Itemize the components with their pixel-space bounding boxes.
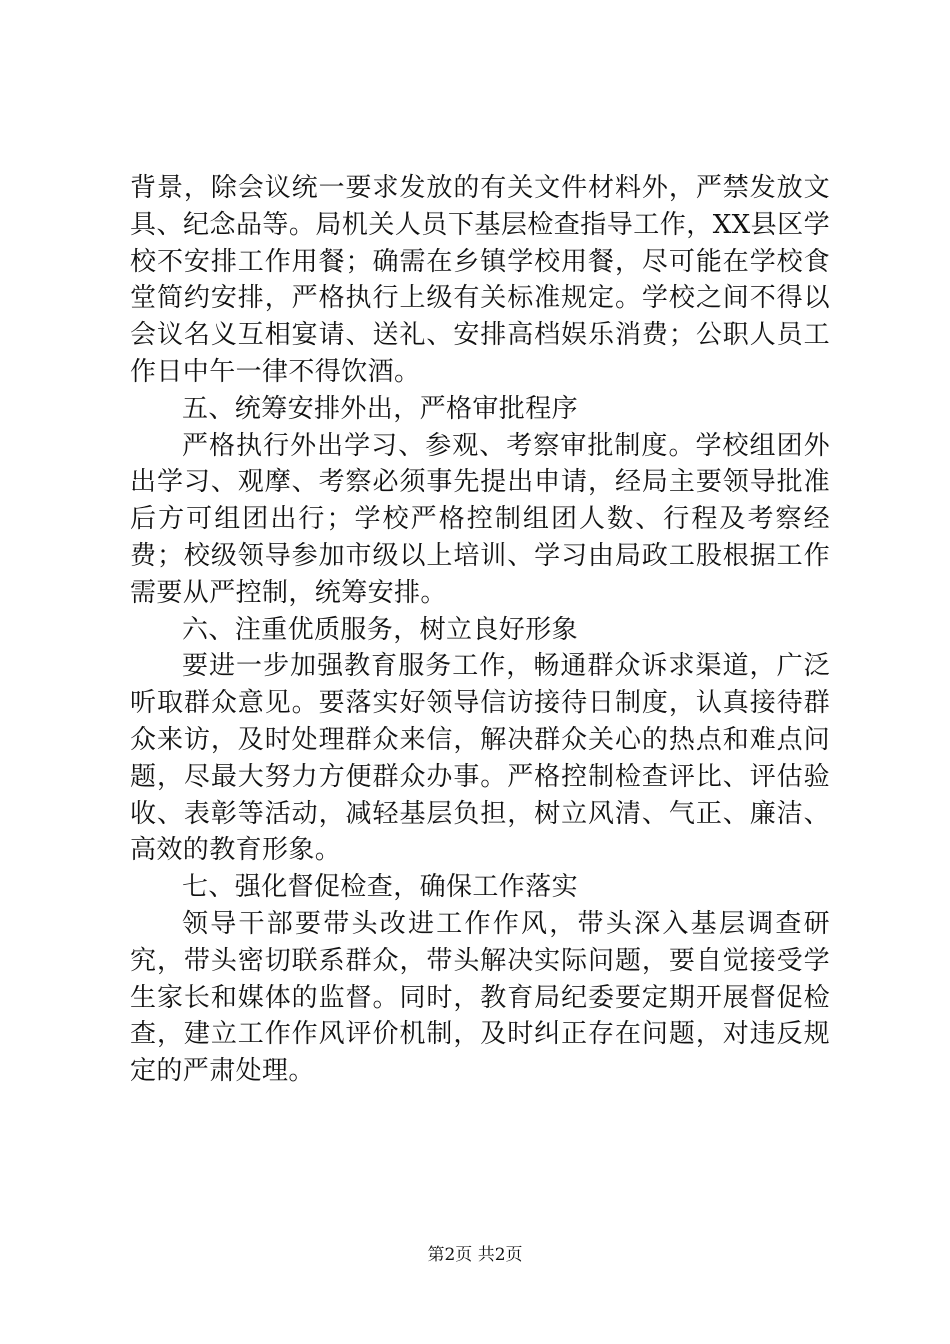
paragraph-section-6: 要进一步加强教育服务工作，畅通群众诉求渠道，广泛听取群众意见。要落实好领导信访接待日制度，认真接待群众来访，及时处理群众来信，解决群众关心的热点和难点问题，尽最大努力方便群众办事。严格控制检查评比、评估验收、表彰等活动，减轻基层负担，树立风清、气正、廉洁、高效的教育形象。 bbox=[130, 651, 830, 866]
page-number-footer: 第2页 共2页 bbox=[427, 1245, 523, 1265]
paragraph-section-7: 领导干部要带头改进工作作风，带头深入基层调查研究，带头密切联系群众，带头解决实际问题，要自觉接受学生家长和媒体的监督。同时，教育局纪委要定期开展督促检查，建立工作作风评价机制，及时纠正存在问题，对违反规定的严肃处理。 bbox=[130, 908, 830, 1087]
section-heading-6: 六、注重优质服务，树立良好形象 bbox=[182, 614, 579, 645]
paragraph-continued: 背景，除会议统一要求发放的有关文件材料外，严禁发放文具、纪念品等。局机关人员下基层检查指导工作，XX县区学校不安排工作用餐；确需在乡镇学校用餐，尽可能在学校食堂简约安排，严格执行上级有关标准规定。学校之间不得以会议名义互相宴请、送礼、安排高档娱乐消费；公职人员工作日中午一律不得饮酒。 bbox=[130, 173, 830, 387]
section-heading-7: 七、强化督促检查，确保工作落实 bbox=[182, 872, 579, 903]
document-body bbox=[130, 170, 830, 1090]
section-heading-5: 五、统筹安排外出，严格审批程序 bbox=[182, 393, 579, 424]
paragraph-section-5: 严格执行外出学习、参观、考察审批制度。学校组团外出学习、观摩、考察必须事先提出申请，经局主要领导批准后方可组团出行；学校严格控制组团人数、行程及考察经费；校级领导参加市级以上培训、学习由局政工股根据工作需要从严控制，统筹安排。 bbox=[130, 430, 830, 608]
